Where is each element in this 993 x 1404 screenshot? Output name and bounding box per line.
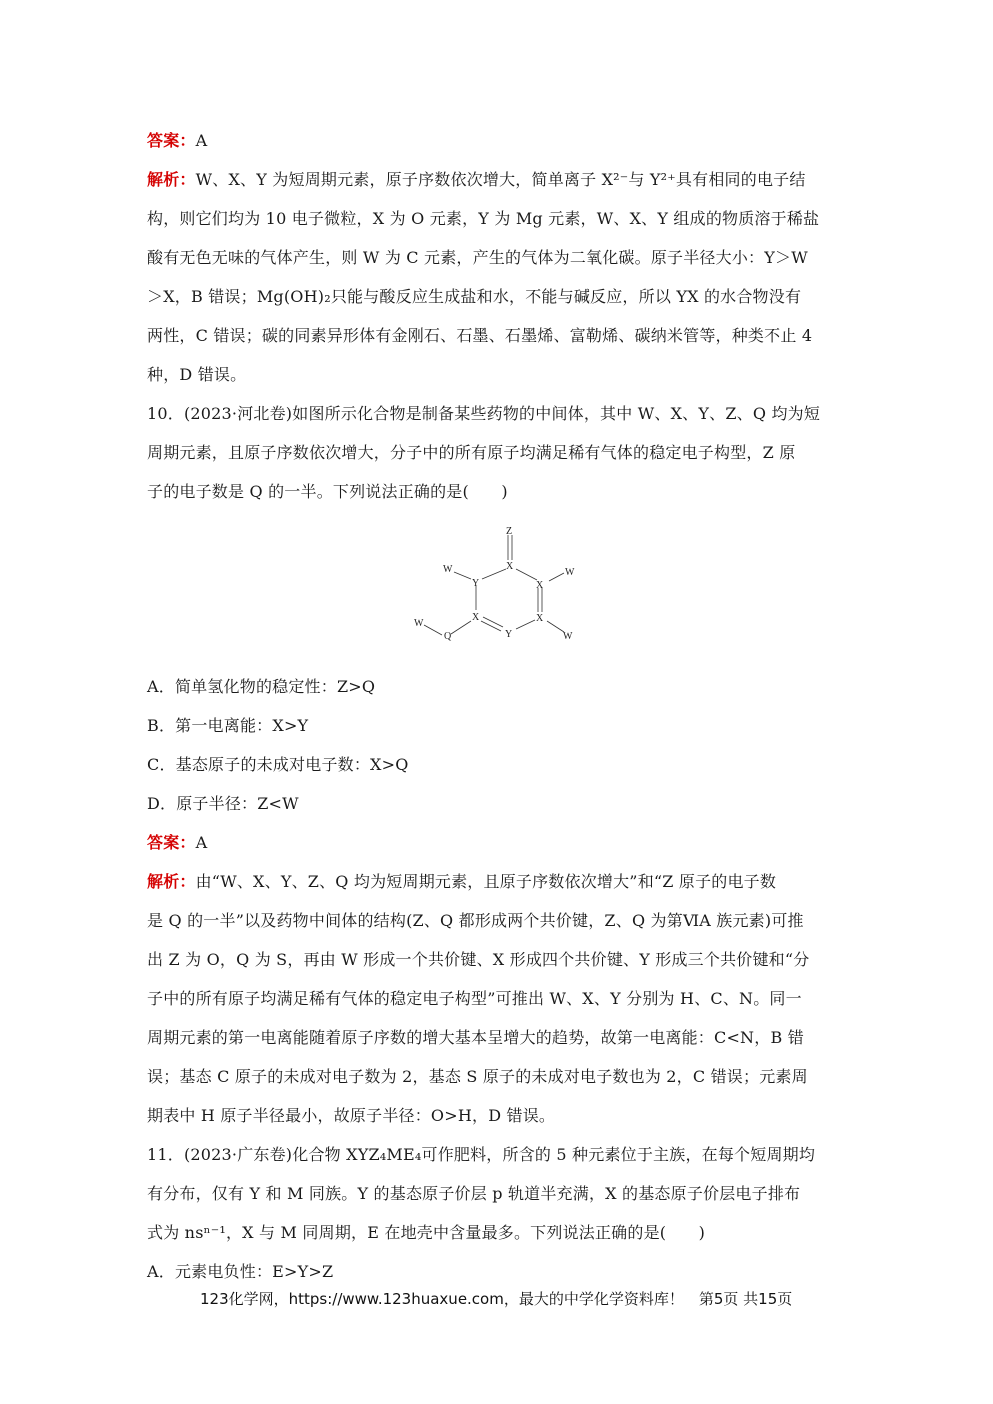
q11-stem-line-2: 有分布，仅有 Y 和 M 同族。Y 的基态原子价层 p 轨道半充满，X 的基态原子价层电子排布 bbox=[147, 1184, 801, 1203]
analysis-label: 解析： bbox=[147, 872, 196, 891]
answer-label: 答案： bbox=[147, 131, 196, 150]
atom-w-4: W bbox=[563, 631, 573, 642]
q11-stem-line-1: 11．(2023·广东卷)化合物 XYZ₄ME₄可作肥料，所含的 5 种元素位于主族，在每个短周期均 bbox=[147, 1145, 816, 1164]
q9-analysis-line-3: 酸有无色无味的气体产生，则 W 为 C 元素，产生的气体为二氧化碳。原子半径大小：Y＞W bbox=[147, 248, 808, 267]
q10-answer-line bbox=[147, 832, 859, 854]
bond-x-right-w2 bbox=[549, 573, 564, 581]
q9-analysis-line-4: ＞X，B 错误；Mg(OH)₂只能与酸反应生成盐和水，不能与碱反应，所以 YX 的水合物没有 bbox=[147, 287, 802, 306]
atom-w-3: W bbox=[414, 618, 424, 629]
answer-label: 答案： bbox=[147, 833, 196, 852]
atom-x-top: X bbox=[506, 561, 514, 572]
q10-analysis-line-1: 解析：由“W、X、Y、Z、Q 均为短周期元素，且原子序数依次增大”和“Z 原子的电子数 bbox=[147, 872, 777, 891]
q9-answer-line bbox=[147, 130, 859, 152]
atom-w-1: W bbox=[443, 564, 453, 575]
page-footer: 123化学网，https://www.123huaxue.com，最大的中学化学资料库！ 第5页 共15页 bbox=[200, 1290, 793, 1308]
q10-option-c: C．基态原子的未成对电子数：X>Q bbox=[147, 755, 409, 774]
bond-x-bl-y-bottom-2 bbox=[481, 621, 501, 631]
bond-x-top-y-left bbox=[482, 569, 506, 579]
atom-y-bottom: Y bbox=[505, 629, 513, 640]
bond-w1-y-left bbox=[454, 572, 471, 579]
bond-q-x-bl bbox=[451, 621, 471, 634]
bond-y-bottom-x-br bbox=[516, 620, 535, 629]
q9-analysis-line-5: 两性，C 错误；碳的同素异形体有金刚石、石墨、石墨烯、富勒烯、碳纳米管等，种类不止 4 bbox=[147, 326, 813, 345]
q10-option-b: B．第一电离能：X>Y bbox=[147, 716, 309, 735]
q10-analysis-line-4: 子中的所有原子均满足稀有气体的稳定电子构型”可推出 W、X、Y 分别为 H、C、N。同一 bbox=[147, 989, 802, 1008]
q9-analysis-line-2: 构，则它们均为 10 电子微粒，X 为 O 元素，Y 为 Mg 元素，W、X、Y 组成的物质溶于稀盐 bbox=[147, 209, 820, 228]
q10-analysis-line-5: 周期元素的第一电离能随着原子序数的增大基本呈增大的趋势，故第一电离能：C<N，B 错 bbox=[147, 1028, 804, 1047]
q10-option-d: D．原子半径：Z<W bbox=[147, 794, 299, 813]
q10-stem-line-2: 周期元素，且原子序数依次增大，分子中的所有原子均满足稀有气体的稳定电子构型，Z 原 bbox=[147, 443, 796, 462]
atom-x-right: X bbox=[536, 580, 544, 591]
q11-stem-line-3: 式为 nsⁿ⁻¹，X 与 M 同周期，E 在地壳中含量最多。下列说法正确的是( ) bbox=[147, 1223, 706, 1242]
analysis-label: 解析： bbox=[147, 170, 196, 189]
q11-option-a: A．元素电负性：E>Y>Z bbox=[147, 1262, 334, 1281]
atom-x-bottom-left: X bbox=[472, 612, 480, 623]
bond-x-bl-y-bottom-1 bbox=[483, 617, 503, 627]
q10-analysis-line-6: 误；基态 C 原子的未成对电子数为 2，基态 S 原子的未成对电子数也为 2，C 错误；元素周 bbox=[147, 1067, 808, 1086]
q9-analysis-line-6: 种，D 错误。 bbox=[147, 365, 247, 384]
bond-w3-q bbox=[424, 625, 442, 635]
bond-x-br-w4 bbox=[547, 621, 564, 632]
atom-x-bottom-right: X bbox=[536, 613, 544, 624]
q10-analysis-line-2: 是 Q 的一半”以及药物中间体的结构(Z、Q 都形成两个共价键，Z、Q 为第ⅥA 族元素)可推 bbox=[147, 911, 804, 930]
atom-q: Q bbox=[444, 631, 452, 642]
q10-option-a: A．简单氢化物的稳定性：Z>Q bbox=[147, 677, 376, 696]
atom-z: Z bbox=[506, 526, 513, 537]
q9-analysis-line-1: 解析：W、X、Y 为短周期元素，原子序数依次增大，简单离子 X²⁻与 Y²⁺具有相同的电子结 bbox=[147, 170, 806, 189]
atom-w-2: W bbox=[565, 567, 575, 578]
q10-stem-line-3: 子的电子数是 Q 的一半。下列说法正确的是( ) bbox=[147, 482, 508, 501]
q10-stem-line-1: 10．(2023·河北卷)如图所示化合物是制备某些药物的中间体，其中 W、X、Y、Z、Q 均为短 bbox=[147, 404, 821, 423]
bond-x-top-x-right bbox=[516, 569, 537, 580]
q10-analysis-line-7: 期表中 H 原子半径最小，故原子半径：O>H，D 错误。 bbox=[147, 1106, 556, 1125]
q10-analysis-line-3: 出 Z 为 O，Q 为 S，再由 W 形成一个共价键、X 形成四个共价键、Y 形成三个共价键和“分 bbox=[147, 950, 810, 969]
molecule-structure-diagram bbox=[410, 522, 590, 652]
answer-value: A bbox=[195, 131, 208, 150]
answer-value: A bbox=[195, 833, 208, 852]
atom-y-left: Y bbox=[472, 578, 480, 589]
